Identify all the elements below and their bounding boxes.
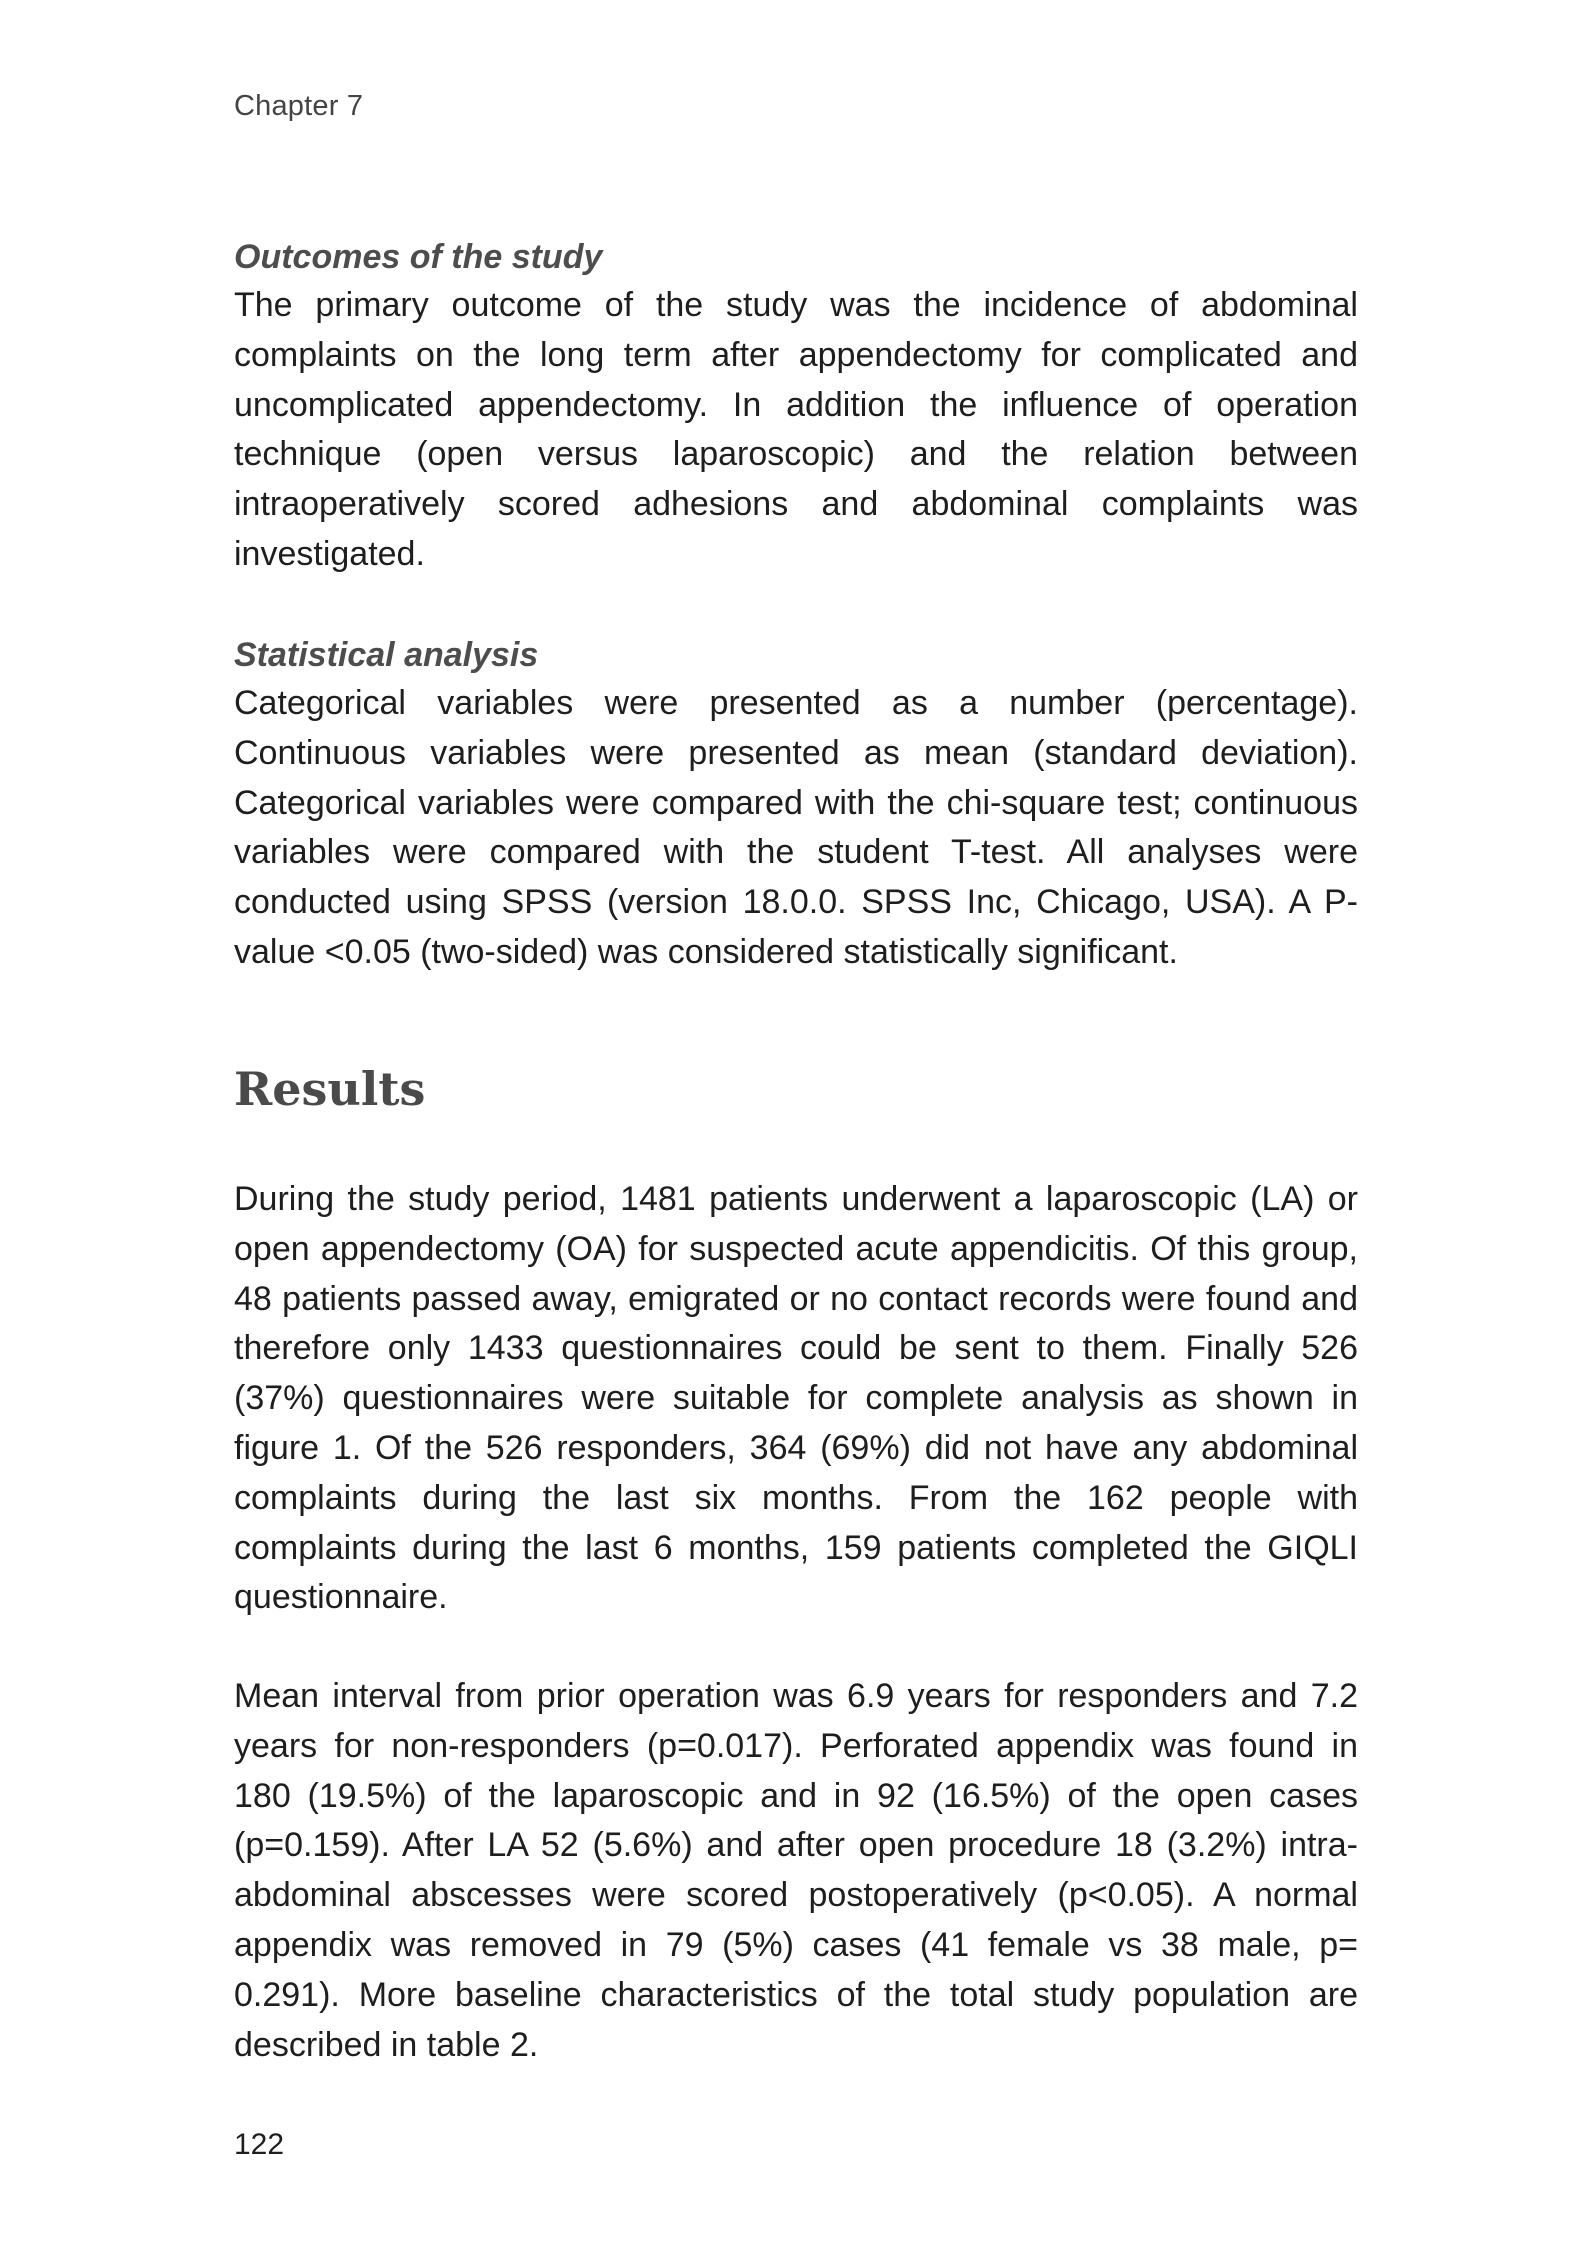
page-number: 122 [234,2128,285,2161]
statistical-analysis-paragraph: Categorical variables were presented as a number (percentage). Continuous variables were presented as mean (standard deviation). Categorical variables were compared with the chi-square test; continuous variables were compared with the student T-test. All analyses were conducted using SPSS (version 18.0.0. SPSS Inc, Chicago, USA). A P-value <0.05 (two-sided) was considered statistically significant. [234,684,1358,971]
outcomes-heading: Outcomes of the study [234,238,603,276]
results-paragraph-1: During the study period, 1481 patients underwent a laparoscopic (LA) or open appendectomy (OA) for suspected acute appendicitis. Of this group, 48 patients passed away, emigrated or no contact records were found and therefore only 1433 questionnaires could be sent to them. Finally 526 (37%) questionnaires were suitable for complete analysis as shown in figure 1. Of the 526 responders, 364 (69%) did not have any abdominal complaints during the last six months. From the 162 people with complaints during the last 6 months, 159 patients completed the GIQLI questionnaire. [234,1180,1358,1617]
running-header: Chapter 7 [234,90,364,122]
results-paragraph-2: Mean interval from prior operation was 6.9 years for responders and 7.2 years for non-responders (p=0.017). Perforated appendix was found in 180 (19.5%) of the laparoscopic and in 92 (16.5%) of the open cases (p=0.159). After LA 52 (5.6%) and after open procedure 18 (3.2%) intra-abdominal abscesses were scored postoperatively (p<0.05). A normal appendix was removed in 79 (5%) cases (41 female vs 38 male, p= 0.291). More baseline characteristics of the total study population are described in table 2. [234,1677,1358,2064]
outcomes-paragraph: The primary outcome of the study was the incidence of abdominal complaints on the long term after appendectomy for complicated and uncomplicated appendectomy. In addition the influence of operation technique (open versus laparoscopic) and the relation between intraoperatively scored adhesions and abdominal complaints was investigated. [234,286,1358,573]
results-title: Results [234,1062,426,1116]
statistical-analysis-heading: Statistical analysis [234,636,539,674]
